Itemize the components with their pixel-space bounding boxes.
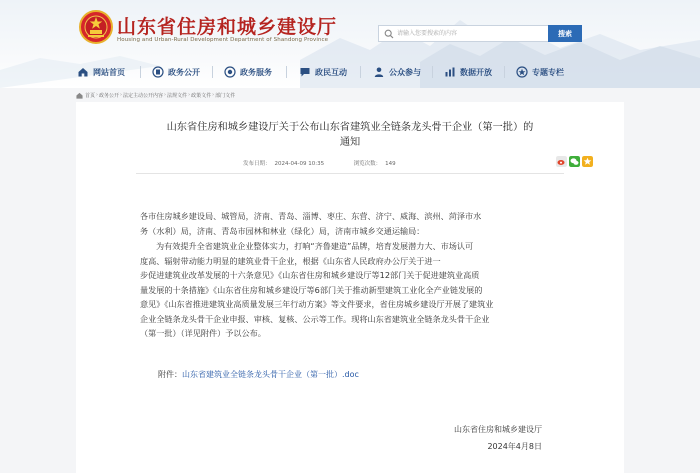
breadcrumb-item[interactable]: 政策文件 (191, 92, 212, 99)
article-card (76, 102, 624, 473)
paragraph-line: 步促进建筑业改革发展的十六条意见》《山东省住房和城乡建设厅等12部门关于促进建筑业高质 (140, 270, 480, 280)
paragraph-line: 量发展的十条措施》《山东省住房和城乡建设厅等6部门关于推动新型建筑工业化全产业链发展的 (140, 285, 483, 295)
nav-item-interaction[interactable] (299, 64, 347, 80)
breadcrumb-item[interactable]: 法规文件 (167, 92, 188, 99)
breadcrumb-item[interactable]: 政务公开 (99, 92, 120, 99)
breadcrumb-separator: › (188, 92, 191, 98)
signature (454, 421, 542, 455)
nav-item-gov-affairs[interactable] (152, 64, 200, 80)
nav-item-label: 政务公开 (168, 67, 200, 77)
service-icon (224, 66, 236, 78)
nav-divider (140, 66, 141, 78)
people-icon (373, 66, 385, 78)
search-button[interactable]: 搜索 (548, 25, 582, 42)
paragraph-line: 企业全链条龙头骨干企业申报、审核、复核、公示等工作。现将山东省建筑业全链条龙头骨干企业 (140, 314, 490, 324)
attachment-label: 附件： (158, 370, 182, 379)
article-title (76, 120, 624, 150)
publish-date: 2024-04-09 10:35 (274, 161, 325, 167)
article-title-line: 通知 (339, 137, 361, 148)
nav-item-public-participation[interactable] (373, 64, 421, 80)
breadcrumb-separator: › (96, 92, 99, 98)
nav-item-label: 政民互动 (315, 67, 347, 77)
wechat-share-icon[interactable] (569, 156, 580, 167)
nav-item-topics[interactable] (516, 64, 564, 80)
breadcrumb-separator: › (212, 92, 215, 98)
breadcrumb-item[interactable]: 法定主动公开内容 (123, 92, 164, 99)
breadcrumb (76, 90, 235, 100)
nav-item-home[interactable] (77, 64, 125, 80)
topic-icon (516, 66, 528, 78)
addressee-line: 务（水利）局，济南、青岛市园林和林业（绿化）局，济南市城乡交通运输局： (140, 226, 425, 236)
views-label: 浏览次数： (353, 161, 382, 167)
breadcrumb-item[interactable]: 部门文件 (215, 92, 236, 99)
qzone-share-icon[interactable] (582, 156, 593, 167)
nav-divider (432, 66, 433, 78)
paragraph-line: （第一批）（详见附件）予以公布。 (140, 328, 266, 338)
home-icon (76, 92, 83, 99)
site-subtitle: Housing and Urban-Rural Development Department of Shandong Province (117, 37, 329, 43)
breadcrumb-separator: › (164, 92, 167, 98)
document-icon (152, 66, 164, 78)
weibo-share-icon[interactable] (556, 156, 567, 167)
paragraph-line: 为有效提升全省建筑业企业整体实力，打响“齐鲁建造”品牌，培育发展潜力大、市场认可 (156, 241, 474, 251)
search-box (378, 25, 549, 42)
national-emblem-icon (79, 10, 113, 44)
nav-divider (360, 66, 361, 78)
divider (136, 173, 564, 174)
publish-date-label: 发布日期： (243, 161, 271, 167)
article-meta (243, 159, 400, 167)
search-input[interactable] (397, 26, 547, 41)
nav-divider (286, 66, 287, 78)
share-icons (556, 156, 593, 167)
attachment (158, 369, 359, 380)
paragraph-line: 意见》《山东省推进建筑业高质量发展三年行动方案》等文件要求，省住房城乡建设厅开展了建筑业 (140, 299, 494, 309)
nav-item-label: 网站首页 (93, 67, 125, 77)
nav-item-label: 公众参与 (389, 67, 421, 77)
search-icon (384, 29, 394, 39)
nav-item-label: 数据开放 (460, 67, 492, 77)
article-title-line: 山东省住房和城乡建设厅关于公布山东省建筑业全链条龙头骨干企业（第一批）的 (166, 122, 534, 133)
nav-item-gov-services[interactable] (224, 64, 272, 80)
nav-divider (212, 66, 213, 78)
paragraph-line: 度高、辐射带动能力明显的建筑业骨干企业，根据《山东省人民政府办公厅关于进一 (140, 256, 441, 266)
breadcrumb-separator: › (120, 92, 123, 98)
data-icon (444, 66, 456, 78)
home-icon (77, 66, 89, 78)
nav-item-label: 政务服务 (240, 67, 272, 77)
interaction-icon (299, 66, 311, 78)
nav-item-label: 专题专栏 (532, 67, 564, 77)
nav-divider (504, 66, 505, 78)
attachment-link[interactable]: 山东省建筑业全链条龙头骨干企业（第一批）.doc (182, 370, 359, 379)
signature-date: 2024年4月8日 (487, 442, 542, 451)
breadcrumb-item[interactable]: 首页 (85, 92, 96, 99)
views-count: 149 (385, 161, 396, 167)
nav-item-data-open[interactable] (444, 64, 492, 80)
site-title[interactable]: 山东省住房和城乡建设厅 (117, 16, 338, 38)
addressee-line: 各市住房城乡建设局、城管局，济南、青岛、淄博、枣庄、东营、济宁、威海、滨州、菏泽市水 (140, 211, 482, 221)
signature-org: 山东省住房和城乡建设厅 (454, 425, 542, 434)
main-nav (0, 59, 700, 85)
